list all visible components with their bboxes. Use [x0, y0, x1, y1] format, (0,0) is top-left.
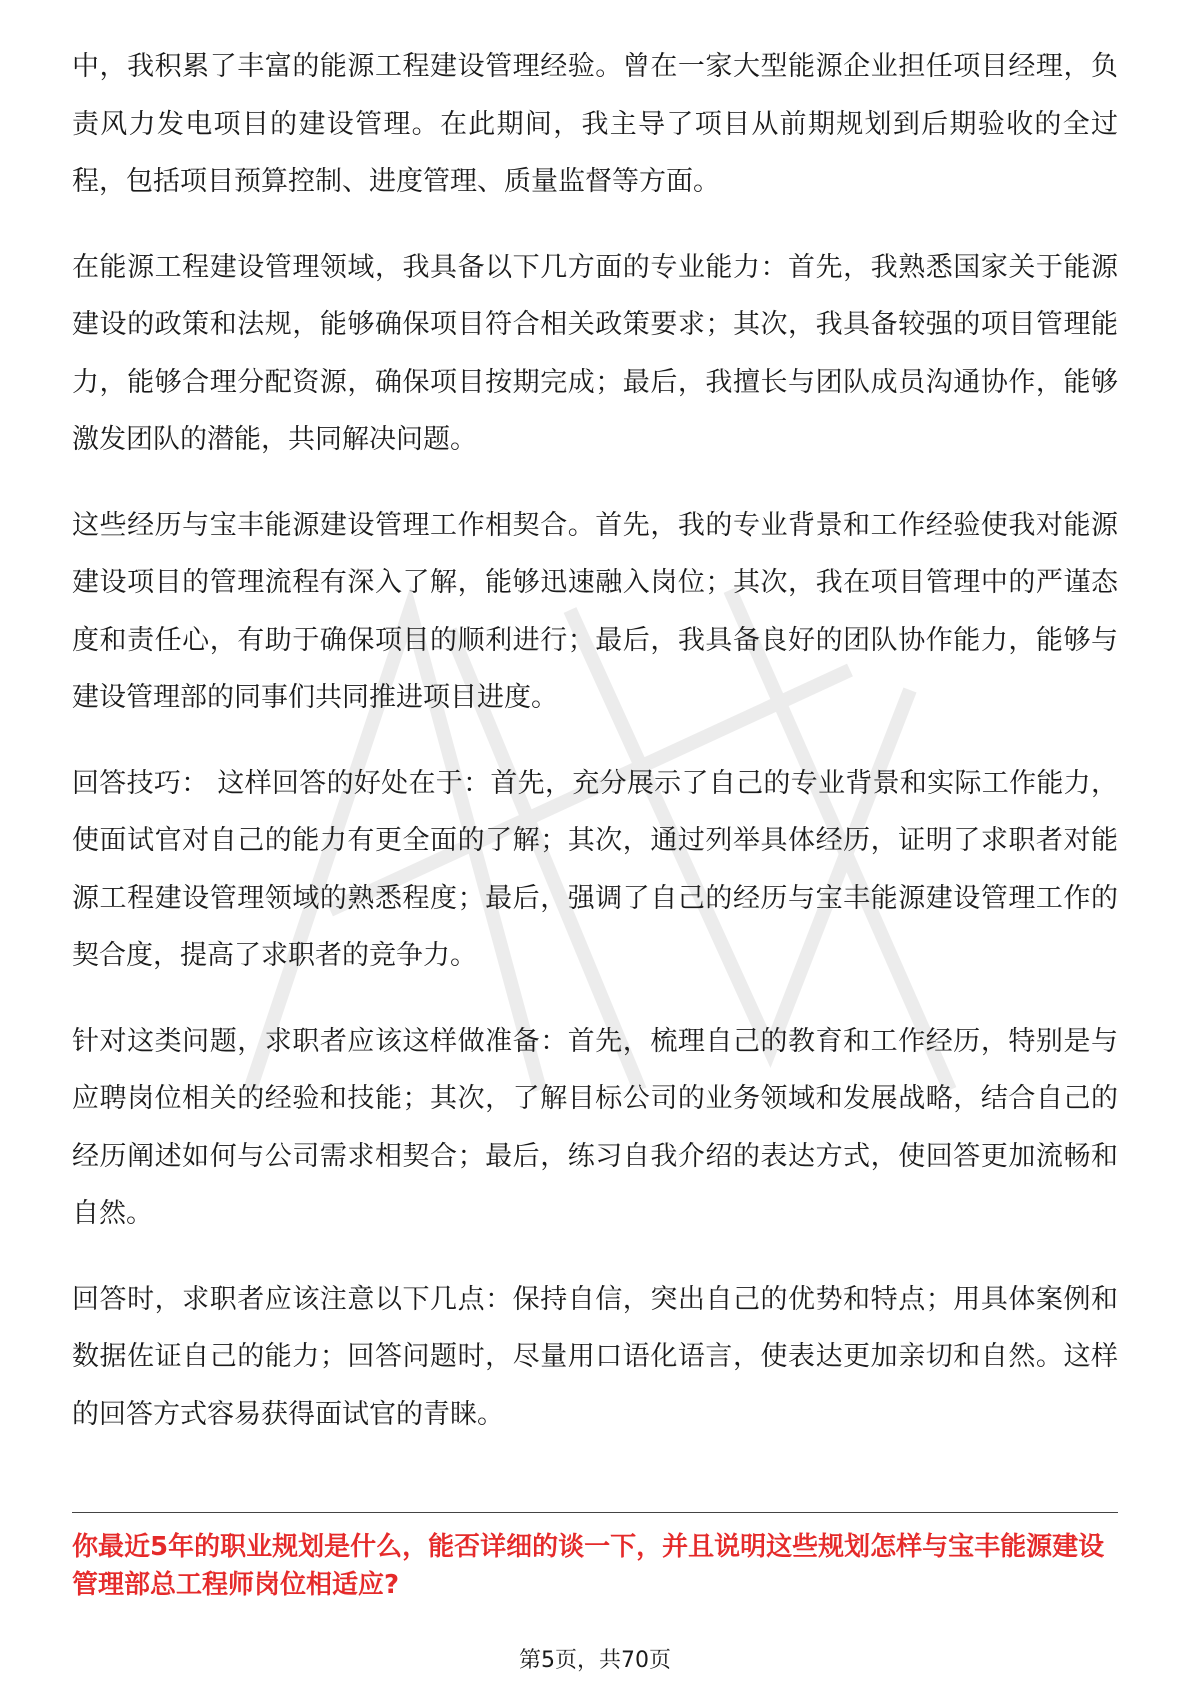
paragraph-abilities: 在能源工程建设管理领域，我具备以下几方面的专业能力：首先，我熟悉国家关于能源建设的政策和法规，能够确保项目符合相关政策要求；其次，我具备较强的项目管理能力，能够合理分配资源，确保项目按期完成；最后，我擅长与团队成员沟通协作，能够激发团队的潜能，共同解决问题。 — [72, 251, 1118, 455]
document-body — [72, 38, 1118, 1471]
paragraph-answer-tips: 回答技巧： 这样回答的好处在于：首先，充分展示了自己的专业背景和实际工作能力，使面试官对自己的能力有更全面的了解；其次，通过列举具体经历，证明了求职者对能源工程建设管理领域的熟悉程度；最后，强调了自己的经历与宝丰能源建设管理工作的契合度，提高了求职者的竞争力。 — [72, 767, 1118, 971]
paragraph-experience: 中，我积累了丰富的能源工程建设管理经验。曾在一家大型能源企业担任项目经理，负责风力发电项目的建设管理。在此期间，我主导了项目从前期规划到后期验收的全过程，包括项目预算控制、进度管理、质量监督等方面。 — [72, 51, 1118, 197]
paragraph-attention-points: 回答时，求职者应该注意以下几点：保持自信，突出自己的优势和特点；用具体案例和数据佐证自己的能力；回答问题时，尽量用口语化语言，使表达更加亲切和自然。这样的回答方式容易获得面试官的青睐。 — [72, 1283, 1118, 1430]
page-number-footer: 第5页，共70页 — [519, 1648, 671, 1673]
paragraph-preparation: 针对这类问题，求职者应该这样做准备：首先，梳理自己的教育和工作经历，特别是与应聘岗位相关的经验和技能；其次，了解目标公司的业务领域和发展战略，结合自己的经历阐述如何与公司需求相契合；最后，练习自我介绍的表达方式，使回答更加流畅和自然。 — [72, 1025, 1118, 1229]
next-question-heading: 你最近5年的职业规划是什么，能否详细的谈一下，并且说明这些规划怎样与宝丰能源建设管理部总工程师岗位相适应? — [72, 1532, 1105, 1600]
section-divider — [72, 1512, 1118, 1513]
paragraph-fit: 这些经历与宝丰能源建设管理工作相契合。首先，我的专业背景和工作经验使我对能源建设项目的管理流程有深入了解，能够迅速融入岗位；其次，我在项目管理中的严谨态度和责任心，有助于确保项目的顺利进行；最后，我具备良好的团队协作能力，能够与建设管理部的同事们共同推进项目进度。 — [72, 509, 1118, 713]
